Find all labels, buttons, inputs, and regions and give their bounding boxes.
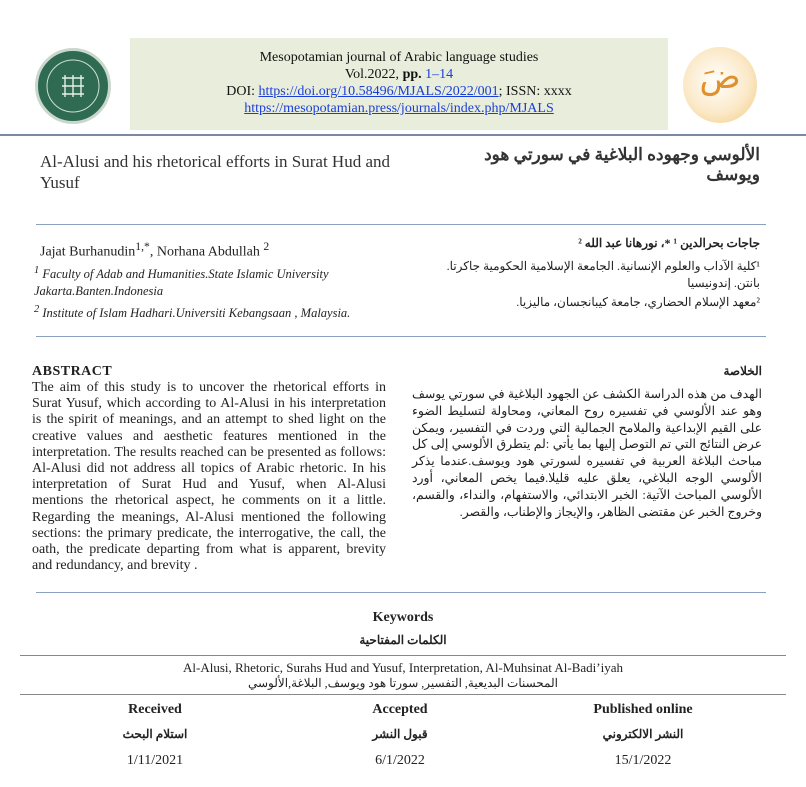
title-arabic: الألوسي وجهوده البلاغية في سورتي هود ويوسف [484, 145, 760, 184]
affiliation-1-ar: ¹كلية الآداب والعلوم الإنسانية. الجامعة الإسلامية الحكومية جاكرتا. بانتن. إندونيسيا [446, 259, 760, 290]
dates-divider [20, 694, 786, 695]
abstract-heading: ABSTRACT [32, 364, 113, 379]
keywords-heading: Keywords [372, 610, 434, 625]
keywords-heading-arabic: الكلمات المفتاحية [359, 633, 447, 647]
title-divider [36, 224, 766, 225]
volume-pages: Vol.2022, pp. 1–14 [344, 67, 454, 82]
received-label: Received [128, 702, 182, 717]
published-label: Published online [593, 702, 693, 717]
journal-url-line [130, 101, 668, 117]
received-date: 1/11/2021 [126, 753, 184, 768]
received-label-arabic: استلام البحث [122, 727, 188, 741]
authors-english: Jajat Burhanudin$^{1,*}$, Norhana Abdullah $^2$ [40, 240, 270, 260]
header-divider [0, 134, 806, 136]
published-label-arabic: النشر الالكتروني [602, 727, 684, 741]
accepted-label: Accepted [372, 702, 428, 717]
doi-line: DOI: https://doi.org/10.58496/MJALS/2022/001; ISSN: xxxx [226, 84, 572, 99]
journal-name: Mesopotamian journal of Arabic language studies [259, 50, 539, 65]
affiliation-2-en: $^2$ Institute of Islam Hadhari.Universiti Kebangsaan , Malaysia. [34, 304, 351, 321]
abstract-divider [36, 592, 766, 593]
accepted-label-arabic: قبول النشر [372, 727, 428, 741]
journal-logo [683, 47, 757, 123]
dad-letter-icon: ضَ [699, 57, 741, 97]
journal-banner [130, 38, 668, 130]
abstract-arabic: الهدف من هذه الدراسة الكشف عن الجهود البلاغية في سورتي يوسف وهو عند الألوسي في تفسيره روح المعاني، ومحاولة لتسليط الضوء على القيم الإبداعية والملامح الجمالية التي وردت في التفسير، ويمكن عرض النتائج التي تم التوصل إليها بما يأتي :لم يتطرق الألوسي إلى كل مباحث البلاغة العربية في تفسيره لسورتي هود ويوسف.عندما يذكر الألوسي الوجه البلاغي، يعلق عليه قليلا.فيما يخص المعاني، أورد الألوسي المباحث الآتية: الخبر الابتدائي، والاستفهام، والنداء، والقسم، وخروج الخبر عن مقتضى الظاهر، والإيجاز والإطناب، والقصر. [412, 387, 762, 519]
keywords-english: Al-Alusi, Rhetoric, Surahs Hud and Yusuf, Interpretation, Al-Muhsinat Al-Badi’iyah [182, 660, 623, 675]
affiliation-1-en: $^1$ Faculty of Adab and Humanities.State Islamic University Jakarta.Banten.Indonesia [34, 265, 329, 299]
title-english: Al-Alusi and his rhetorical efforts in Surat Hud and Yusuf [40, 152, 391, 192]
authors-arabic: جاجات بحرالدين ¹ *، نورهانا عبد الله ² [578, 236, 760, 250]
publisher-logo [35, 48, 111, 124]
affiliation-2-ar: ²معهد الإسلام الحضاري، جامعة كيبانجسان، ماليزيا. [516, 295, 760, 309]
keywords-divider [20, 655, 786, 656]
authors-divider [36, 336, 766, 337]
published-date: 15/1/2022 [614, 753, 672, 768]
accepted-date: 6/1/2022 [375, 753, 425, 768]
abstract-heading-arabic: الخلاصة [723, 364, 762, 378]
abstract-english: The aim of this study is to uncover the rhetorical efforts in Surat Yusuf, which according to Al-Alusi in his interpretation is the spirit of meanings, and an attempt to shed light on the creative values and aesthetic features mentioned in the interpretation. The results reached can be presented as follows: Al-Alusi did not address all topics of Arabic rhetoric. In his interpretation of Surat Hud and Yusuf, when Al-Alusi mentions the rhetorical aspect, he comments on it a little. Regarding the meanings, Al-Alusi mentioned the following sections: the primary predicate, the interrogative, the call, the oath, the predicate departing from what is apparent, brevity and redundancy, and brevity . [32, 380, 386, 574]
keywords-arabic: المحسنات البديعية, التفسير, سورتا هود ويوسف, البلاغة,الألوسي [248, 676, 558, 690]
journal-url-link[interactable]: https://mesopotamian.press/journals/index.php/MJALS [244, 101, 554, 116]
doi-link[interactable]: https://doi.org/10.58496/MJALS/2022/001 [258, 84, 499, 99]
